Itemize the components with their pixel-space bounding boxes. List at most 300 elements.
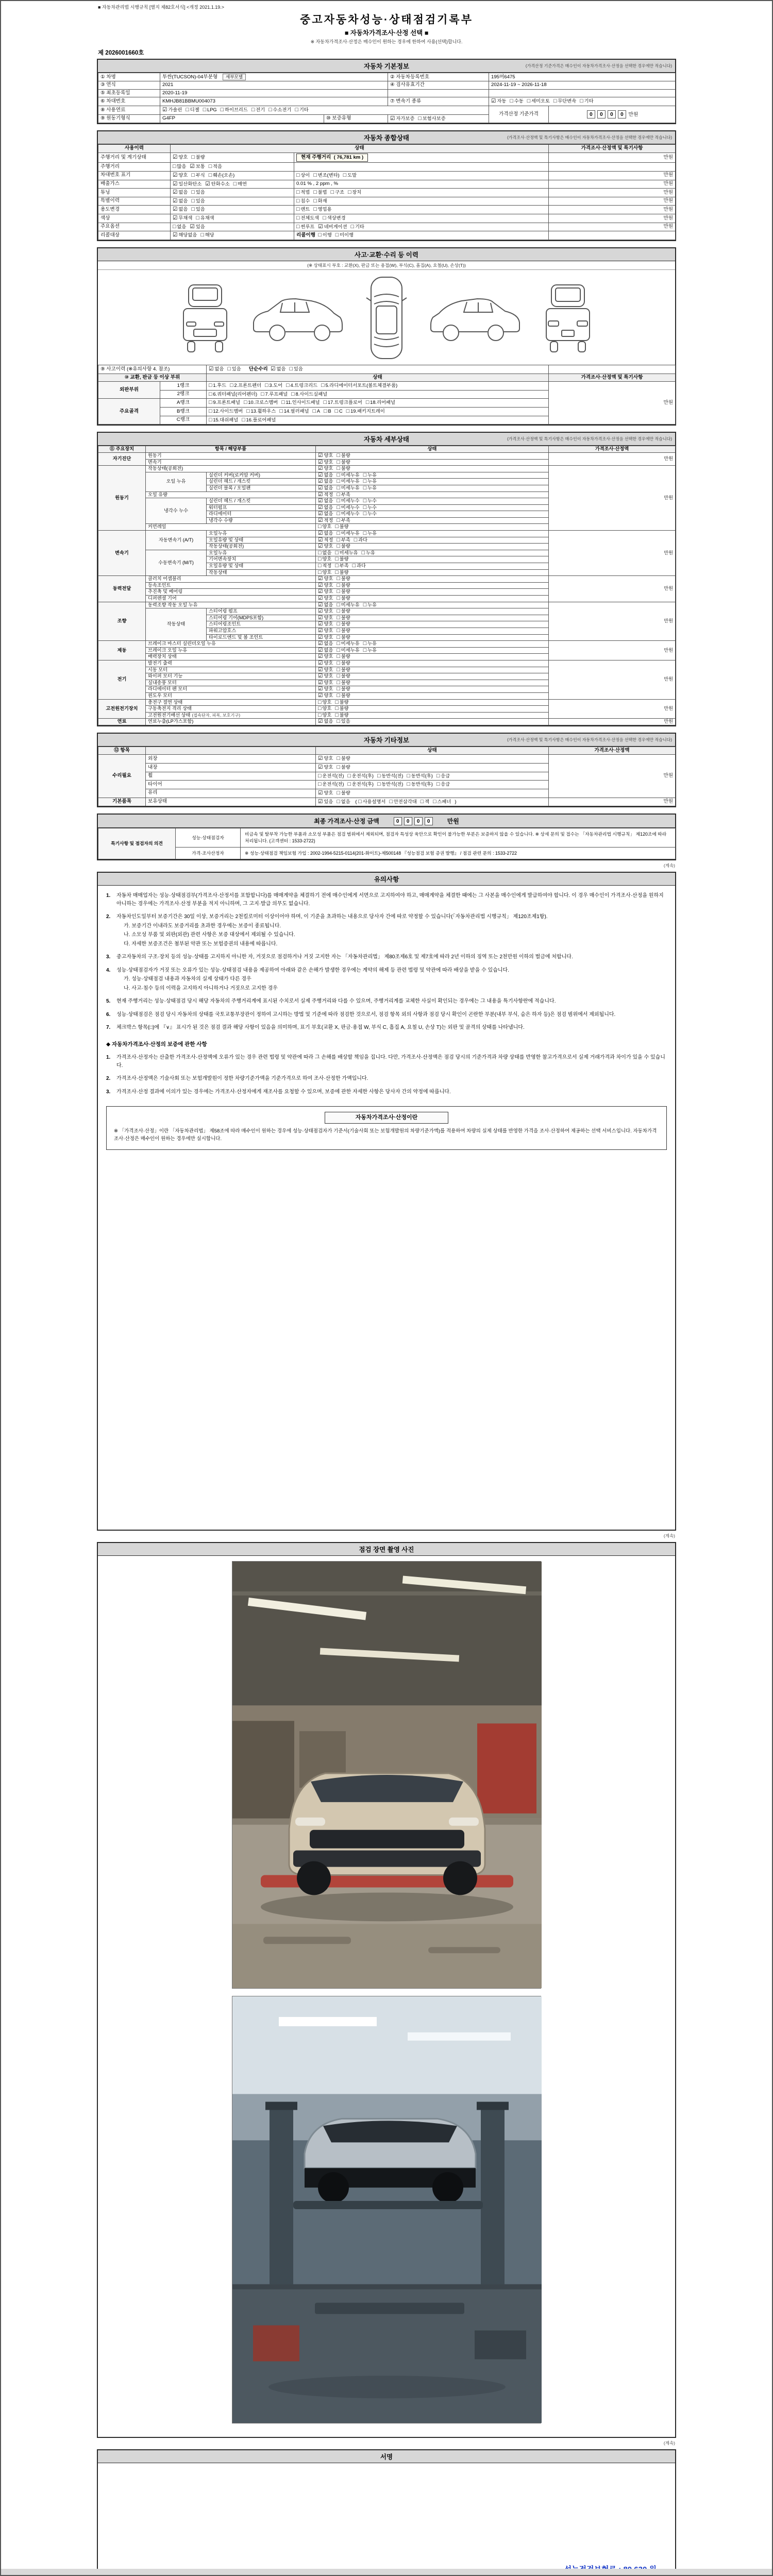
checkbox-checked[interactable]: ☑ 탄화수소 [205, 180, 230, 187]
checkbox-checked[interactable]: ☑ 없음 [318, 472, 333, 478]
checkbox-unchecked[interactable]: □ 10.크로스멤버 [244, 399, 278, 406]
checkbox-mark-icon: □ [335, 712, 339, 718]
checkbox-checked[interactable]: ☑ 양호 [318, 660, 333, 666]
checkbox-unchecked[interactable]: □ 안전삼각대 [389, 798, 417, 805]
checkbox-unchecked[interactable]: □ 불량 [337, 789, 350, 796]
checkbox-unchecked[interactable]: □ 있음 [289, 366, 303, 372]
checkbox-mark-icon: □ [227, 366, 231, 372]
section-notes-header [98, 873, 675, 886]
checkbox-unchecked[interactable]: □ 미세누유 [335, 550, 358, 556]
signature-area[interactable] [98, 2463, 675, 2576]
status-options [316, 596, 549, 602]
status-options [171, 189, 294, 197]
checkbox-unchecked[interactable]: □ 구조 [330, 189, 344, 196]
checkbox-mark-icon: □ [352, 563, 356, 569]
checkbox-unchecked[interactable]: □ 전체도색 [296, 215, 320, 222]
checkbox-unchecked[interactable]: □ 불량 [337, 452, 350, 459]
checkbox-checked[interactable]: ☑ 양호 [173, 172, 188, 178]
checkbox-checked[interactable]: ☑ 없음 [318, 478, 333, 485]
panel-options [207, 408, 549, 416]
checkbox-checked[interactable]: ☑ 없음 [173, 206, 188, 213]
checkbox-unchecked[interactable]: □ 미세누유 [337, 485, 360, 491]
checkbox-unchecked[interactable]: □ 없음 [318, 550, 332, 556]
checkbox-checked[interactable]: ☑ 양호 [318, 621, 333, 628]
checkbox-unchecked[interactable]: □ 화재 [313, 197, 327, 204]
checkbox-unchecked[interactable]: □ 미세누유 [337, 530, 360, 537]
checkbox-unchecked[interactable]: □ 불량 [335, 699, 349, 705]
checkbox-unchecked[interactable]: □ 불량 [337, 673, 350, 680]
accident-history-table [98, 365, 676, 425]
checkbox-checked[interactable]: ☑ 없음 [318, 511, 333, 517]
checkbox-unchecked[interactable]: □ 있음 [191, 206, 205, 213]
note-text: 자동차 매매업자는 성능·상태점검부(가격조사·산정서를 포함합니다)를 매매계약을 체결하기 전에 매수인에게 서면으로 고지하여야 하고, 매매계약을 체결한 때에는 그 사본을 매수인에게 발급하여야 합니다. 이 경우 매수인이 가격조사·산정을 원하지 아니하는 경우에는 가격조사·산정 부분을 적지 아니하며, 그 고지·발급 의무도 없습니다. [116, 893, 664, 907]
checkbox-unchecked[interactable]: □ 없음 [337, 798, 350, 805]
checkbox-mark-icon: □ [334, 408, 339, 415]
item-label: 작동상태 [207, 569, 316, 576]
status-options [316, 699, 549, 706]
status-options [316, 634, 549, 641]
checkbox-unchecked[interactable]: □ 불량 [337, 660, 350, 666]
detail-sublabel: 리콜이행 [296, 232, 316, 239]
checkbox-mark-icon: □ [313, 206, 317, 213]
checkbox-mark-icon: ☑ [318, 478, 323, 485]
checkbox-unchecked[interactable]: □ 불량 [337, 686, 350, 692]
checkbox-unchecked[interactable]: □ 양호 [318, 556, 332, 563]
checkbox-checked[interactable]: ☑ 가솔린 [162, 107, 182, 113]
checkbox-checked[interactable]: ☑ 없음 [173, 189, 188, 196]
checkbox-unchecked[interactable]: □ 부식 [191, 172, 205, 178]
checkbox-checked[interactable]: ☑ 양호 [318, 582, 333, 588]
checkbox-unchecked[interactable]: □ 불량 [337, 628, 350, 634]
checkbox-checked[interactable]: ☑ 양호 [318, 595, 333, 601]
checkbox-unchecked[interactable]: □ 불량 [337, 465, 350, 472]
checkbox-unchecked[interactable]: □ 16.플로어패널 [242, 416, 276, 423]
checkbox-unchecked[interactable]: □ 미세누유 [337, 472, 360, 478]
checkbox-checked[interactable]: ☑ 양호 [318, 686, 333, 692]
checkbox-unchecked[interactable]: □ 12.사이드멤버 [209, 408, 243, 415]
checkbox-checked[interactable]: ☑ 양호 [318, 575, 333, 582]
checkbox-unchecked[interactable]: □ 침수 [296, 197, 310, 204]
device-group-label: 연료 [98, 719, 146, 725]
price-cell: 만원 [549, 576, 676, 602]
checkbox-checked[interactable]: ☑ 양호 [318, 680, 333, 686]
status-options [316, 479, 549, 485]
checkbox-mark-icon: □ [191, 172, 195, 178]
checkbox-unchecked[interactable]: □ 있음 [191, 189, 205, 196]
checkbox-unchecked[interactable]: □ 응급 [436, 772, 450, 779]
checkbox-unchecked[interactable]: □ 6.쿼터패널(리어펜더) [209, 391, 258, 397]
checkbox-checked[interactable]: ☑ 적정 [318, 537, 333, 543]
checkbox-unchecked[interactable]: □ 적법 [296, 189, 310, 196]
checkbox-unchecked[interactable]: □ 이행 [318, 232, 332, 239]
checkbox-unchecked[interactable]: □ 미세누유 [337, 602, 360, 608]
checkbox-unchecked[interactable]: □ 18.리어패널 [365, 399, 396, 406]
checkbox-unchecked[interactable]: □ 불량 [337, 621, 350, 628]
checkbox-unchecked[interactable]: □ 불량 [337, 755, 350, 762]
price-cell: 만원 [549, 699, 676, 719]
checkbox-checked[interactable]: ☑ 자가보증 [390, 115, 415, 122]
checkbox-mark-icon: □ [209, 399, 212, 406]
checkbox-unchecked[interactable]: □ 5.라디에이터서포트(볼트체결부품) [321, 382, 398, 389]
checkbox-unchecked[interactable]: □ 불량 [337, 653, 350, 660]
checkbox-unchecked[interactable]: □ 15.대쉬패널 [209, 416, 239, 423]
checkbox-checked[interactable]: ☑ 양호 [318, 634, 333, 640]
checkbox-unchecked[interactable]: □ 도말 [343, 172, 357, 178]
checkbox-mark-icon: ☑ [318, 588, 323, 595]
checkbox-checked[interactable]: ☑ 양호 [318, 667, 333, 673]
checkbox-unchecked[interactable]: □ 불량 [337, 459, 350, 465]
checkbox-unchecked[interactable]: □ 미세누유 [337, 640, 360, 647]
checkbox-unchecked[interactable]: □ 13.휠하우스 [246, 408, 276, 415]
checkbox-unchecked[interactable]: □ 누유 [363, 640, 377, 647]
checkbox-mark-icon: □ [318, 699, 322, 705]
checkbox-unchecked[interactable]: □ 디젤 [186, 107, 199, 113]
checkbox-unchecked[interactable]: □ 19.패키지트레이 [346, 408, 385, 415]
checkbox-unchecked[interactable]: □ 누수 [363, 504, 377, 511]
checkbox-unchecked[interactable]: □ 누유 [363, 485, 377, 491]
checkbox-unchecked[interactable]: □ 부족 [337, 517, 350, 523]
usage-history-label: 주요옵션 [98, 223, 171, 231]
checkbox-unchecked[interactable]: □ 전기 [251, 107, 265, 113]
checkbox-mark-icon: ☑ [173, 232, 178, 239]
checkbox-unchecked[interactable]: □ 양호 [318, 699, 332, 705]
checkbox-unchecked[interactable]: □ 매연 [233, 180, 247, 187]
table-row [98, 163, 676, 172]
rank-label: C랭크 [160, 416, 207, 425]
checkbox-checked[interactable]: ☑ 양호 [318, 465, 333, 472]
status-options [316, 550, 549, 556]
checkbox-unchecked[interactable]: □ 불량 [337, 634, 350, 640]
checkbox-unchecked[interactable]: □ 동반석(전) [377, 772, 404, 779]
checkbox-mark-icon: □ [337, 673, 340, 680]
checkbox-unchecked[interactable]: □ 불량 [191, 154, 205, 161]
checkbox-unchecked[interactable]: □ 양호 [318, 712, 332, 718]
checkbox-unchecked[interactable]: □ 누유 [363, 478, 377, 485]
status-detail [294, 231, 549, 240]
checkbox-unchecked[interactable]: □ 과다 [352, 563, 366, 569]
rank-label: B랭크 [160, 408, 207, 416]
status-options [316, 660, 549, 667]
checkbox-checked[interactable]: ☑ 적정 [318, 492, 333, 498]
checkbox-unchecked[interactable]: □ 잭 [420, 798, 430, 805]
checkbox-unchecked[interactable]: □ 있음 [227, 366, 241, 372]
checkbox-unchecked[interactable]: □ 운전석(전) [318, 781, 344, 788]
checkbox-unchecked[interactable]: □ 수동 [510, 98, 524, 105]
checkbox-mark-icon: □ [191, 197, 195, 204]
checkbox-unchecked[interactable]: □ 상이 [296, 172, 310, 178]
checkbox-unchecked[interactable]: □ 사용설명서 [358, 798, 386, 805]
checkbox-checked[interactable]: ☑ 양호 [318, 692, 333, 699]
checkbox-unchecked[interactable]: □ 장치 [347, 189, 362, 196]
checkbox-unchecked[interactable]: □ C [334, 408, 343, 415]
checkbox-unchecked[interactable]: □ 동반석(전) [377, 781, 404, 788]
checkbox-checked[interactable]: ☑ 있음 [190, 223, 205, 230]
checkbox-unchecked[interactable]: □ 해당 [200, 232, 214, 239]
checkbox-mark-icon: □ [209, 408, 212, 415]
checkbox-checked[interactable]: ☑ 없음 [318, 602, 333, 608]
checkbox-unchecked[interactable]: □ 부족 [337, 537, 350, 543]
checkbox-unchecked[interactable]: □ 보험사보증 [418, 115, 446, 122]
checkbox-mark-icon: □ [318, 781, 322, 788]
checkbox-unchecked[interactable]: □ 영업용 [313, 206, 332, 213]
checkbox-unchecked[interactable]: □ 불법 [313, 189, 327, 196]
checkbox-unchecked[interactable]: □ 미세누수 [337, 504, 360, 511]
checkbox-unchecked[interactable]: □ 불량 [337, 615, 350, 621]
checkbox-unchecked[interactable]: □ 훼손(오손) [208, 172, 235, 178]
checkbox-mark-icon: ☑ [318, 517, 323, 523]
checkbox-checked[interactable]: ☑ 없음 [209, 366, 224, 372]
car-diagram-side-left [248, 289, 346, 348]
checkbox-mark-icon: □ [324, 408, 327, 415]
checkbox-unchecked[interactable]: □ 양호 [318, 705, 332, 712]
note-subitem: 가. 보증기간 이내라도 보증거리를 초과한 경우에는 보증이 종료됩니다. [124, 923, 281, 929]
checkbox-checked[interactable]: ☑ 없음 [318, 485, 333, 491]
checkbox-unchecked[interactable]: □ 미이행 [335, 232, 354, 239]
checkbox-unchecked[interactable]: □ 미세누수 [337, 498, 360, 504]
checkbox-unchecked[interactable]: □ 8.사이드실패널 [291, 391, 328, 397]
document-subtitle: ■ 자동차가격조사·산정 선택 ■ [344, 29, 429, 37]
checkbox-unchecked[interactable]: □ 적음 [208, 163, 223, 170]
checkbox-unchecked[interactable]: □ 누유 [363, 472, 377, 478]
checkbox-unchecked[interactable]: □ 변조(변타) [313, 172, 340, 178]
checkbox-mark-icon: ☑ [318, 755, 323, 762]
checkbox-checked[interactable]: ☑ 네비게이션 [318, 223, 347, 230]
checkbox-mark-icon: ☑ [318, 498, 323, 504]
checkbox-checked[interactable]: ☑ 양호 [318, 764, 333, 770]
checkbox-unchecked[interactable]: □ 17.트렁크플로어 [323, 399, 362, 406]
checkbox-checked[interactable]: ☑ 양호 [318, 673, 333, 680]
checkbox-unchecked[interactable]: □ 불량 [337, 680, 350, 686]
checkbox-unchecked[interactable]: □ 미세누유 [337, 647, 360, 653]
checkbox-mark-icon: ☑ [271, 366, 276, 372]
checkbox-unchecked[interactable]: □ LPG [203, 107, 217, 113]
section-etc-info [97, 733, 676, 807]
table-header-row: ⑫ 항목 상태 가격조사·산정액 [98, 747, 676, 754]
checkbox-unchecked[interactable]: □ 불량 [335, 569, 349, 575]
note-subitem: 나. 사고·침수 등의 이력을 고지하지 아니하거나 거짓으로 고지한 경우 [124, 985, 278, 991]
checkbox-unchecked[interactable]: □ 2.프론트펜더 [230, 382, 262, 389]
overall-condition-body [98, 144, 675, 240]
checkbox-unchecked[interactable]: □ 운전석(후) [347, 772, 374, 779]
checkbox-unchecked[interactable]: □ 많음 [173, 163, 187, 170]
accident-history-label: ⑨ 사고이력 (※유의사항 4. 참조) [98, 365, 207, 374]
checkbox-checked[interactable]: ☑ 양호 [318, 628, 333, 634]
checkbox-unchecked[interactable]: □ 4.트렁크리드 [286, 382, 318, 389]
checkbox-unchecked[interactable]: □ 누유 [363, 647, 377, 653]
checkbox-unchecked[interactable]: □ 불량 [335, 523, 349, 530]
checkbox-unchecked[interactable]: □ 동반석(후) [407, 772, 433, 779]
checkbox-checked[interactable]: ☑ 양호 [318, 789, 333, 796]
checkbox-mark-icon: □ [173, 163, 176, 170]
checkbox-unchecked[interactable]: □ B [324, 408, 331, 415]
checkbox-unchecked[interactable]: □ 양호 [318, 523, 332, 530]
checkbox-unchecked[interactable]: □ 썬루프 [296, 223, 315, 230]
checkbox-unchecked[interactable]: □ 불량 [335, 556, 349, 563]
checkbox-mark-icon: ☑ [318, 640, 323, 647]
item-label: 원동기 [146, 452, 316, 459]
checkbox-checked[interactable]: ☑ 양호 [318, 543, 333, 550]
price-digit-box: 0 [608, 110, 616, 118]
checkbox-unchecked[interactable]: □ 수소전기 [268, 107, 292, 113]
checkbox-checked[interactable]: ☑ 양호 [318, 615, 333, 621]
checkbox-checked[interactable]: ☑ 적정 [318, 517, 333, 523]
checkbox-unchecked[interactable]: □ 14.필러패널 [279, 408, 309, 415]
item-label: 타이어 [146, 781, 316, 789]
checkbox-unchecked[interactable]: □ 과다 [354, 537, 368, 543]
warranty-options [388, 114, 489, 123]
checkbox-mark-icon: ☑ [318, 530, 323, 537]
checkbox-unchecked[interactable]: □ 응급 [436, 781, 450, 788]
checkbox-mark-icon: □ [363, 498, 367, 504]
checkbox-checked[interactable]: ☑ 없음 [318, 530, 333, 537]
document-number: 제 2026001660호 [98, 50, 144, 56]
checkbox-unchecked[interactable]: □ 누유 [363, 530, 377, 537]
checkbox-mark-icon: ☑ [205, 180, 210, 187]
checkbox-unchecked[interactable]: □ 세미오토 [527, 98, 550, 105]
checkbox-unchecked[interactable]: □ 기타 [580, 98, 594, 105]
checkbox-unchecked[interactable]: □ 무단변속 [553, 98, 577, 105]
checkbox-unchecked[interactable]: □ 9.프론트패널 [209, 399, 241, 406]
checkbox-unchecked[interactable]: □ 누수 [363, 511, 377, 517]
checkbox-unchecked[interactable]: □ 불량 [337, 595, 350, 601]
checkbox-unchecked[interactable]: □ 3.도어 [265, 382, 283, 389]
checkbox-checked[interactable]: ☑ 자동 [491, 98, 507, 105]
checkbox-unchecked[interactable]: □ 운전석(전) [318, 772, 344, 779]
section-note: (가격조사·산정액 및 특기사항은 매수인이 자동차가격조사·산정을 선택한 경우에만 적습니다) [507, 737, 672, 742]
checkbox-unchecked[interactable]: □ 누유 [363, 602, 377, 608]
table-row [98, 171, 676, 180]
item-label: 실내송풍 모터 [146, 680, 316, 686]
checkbox-unchecked[interactable]: □ 불량 [337, 588, 350, 595]
checkbox-unchecked[interactable]: □ 불량 [335, 712, 349, 718]
detail-condition-body [98, 446, 675, 725]
checkbox-unchecked[interactable]: □ 동반석(후) [407, 781, 433, 788]
checkbox-unchecked[interactable]: □ 양호 [318, 569, 332, 575]
usage-history-label: 차대번호 표기 [98, 171, 171, 180]
checkbox-checked[interactable]: ☑ 없음 [318, 718, 333, 725]
status-options [171, 163, 294, 172]
table-row [98, 89, 676, 97]
status-options [316, 531, 549, 537]
checkbox-unchecked[interactable]: □ 있음 [191, 197, 205, 204]
checkbox-checked[interactable]: ☑ 없음 [318, 647, 333, 653]
checkbox-checked[interactable]: ☑ 양호 [318, 653, 333, 660]
checkbox-checked[interactable]: ☑ 양호 [173, 154, 188, 161]
checkbox-unchecked[interactable]: □ A [312, 408, 321, 415]
checkbox-checked[interactable]: ☑ 양호 [318, 459, 333, 465]
info-box-text: ※ 「가격조사·산정」이란 「자동차관리법」 제58조에 따라 매수인이 원하는 경우에 성능·상태점검자가 기준서(기술사회 또는 보험개발원의 차량기준가액)를 적용하여 차량의 실제 상태를 반영한 가격을 조사·산정하여 제공하는 선택 서비스입니다. 자동차가격조사·산정은 매수인이 원하는 경우에만 실시합니다. [114, 1128, 657, 1142]
checkbox-checked[interactable]: ☑ 일산화탄소 [173, 180, 202, 187]
checkbox-checked[interactable]: ☑ 없음 [318, 640, 333, 647]
checkbox-unchecked[interactable]: □ 기타 [295, 107, 309, 113]
checkbox-mark-icon: □ [296, 189, 300, 196]
checkbox-unchecked[interactable]: □ 불량 [337, 543, 350, 550]
status-options [316, 615, 549, 621]
checkbox-unchecked[interactable]: □ 색상변경 [323, 215, 346, 222]
status-options [316, 582, 549, 589]
checkbox-mark-icon: □ [363, 640, 367, 647]
checkbox-unchecked[interactable]: □ 유채색 [196, 215, 214, 222]
checkbox-mark-icon: □ [186, 107, 189, 113]
base-price-value: 0 0 0 0 만원 [549, 106, 676, 123]
checkbox-checked[interactable]: ☑ 없음 [318, 498, 333, 504]
checkbox-mark-icon: ☑ [318, 692, 323, 699]
price-cell: 만원 [549, 719, 676, 725]
price-digit-box: 0 [404, 817, 412, 825]
checkbox-checked[interactable]: ☑ 없음 [173, 197, 188, 204]
checkbox-checked[interactable]: ☑ 양호 [318, 588, 333, 595]
checkbox-unchecked[interactable]: □ 불량 [337, 667, 350, 673]
checkbox-checked[interactable]: ☑ 양호 [318, 755, 333, 762]
checkbox-unchecked[interactable]: □ 불량 [335, 705, 349, 712]
item-note: (접속단자, 피복, 보호기구) [192, 713, 241, 718]
checkbox-mark-icon: ☑ [318, 628, 323, 634]
checkbox-unchecked[interactable]: □ 부족 [337, 492, 350, 498]
checkbox-checked[interactable]: ☑ 없음 [271, 366, 286, 372]
checkbox-mark-icon: □ [242, 416, 245, 423]
field-label: ⑨ 원동기형식 [98, 114, 160, 123]
checkbox-unchecked[interactable]: □ 미세누유 [337, 478, 360, 485]
checkbox-checked[interactable]: ☑ 무채색 [173, 215, 193, 222]
checkbox-checked[interactable]: ☑ 양호 [318, 452, 333, 459]
checkbox-mark-icon: □ [196, 215, 199, 222]
panel-options [207, 390, 549, 399]
inspector-role-label: 가격·조사산정자 [176, 847, 241, 859]
checkbox-unchecked[interactable]: □ 불량 [337, 692, 350, 699]
document-subtitle-note: ※ 자동차가격조사·산정은 매수인이 원하는 경우에 한하여 사용(선택)합니다. [310, 39, 463, 44]
table-row [98, 755, 676, 764]
checkbox-unchecked[interactable]: □ 11.인사이드패널 [281, 399, 320, 406]
checkbox-unchecked[interactable]: □ 1.후드 [209, 382, 227, 389]
checkbox-unchecked[interactable]: □ 누유 [361, 550, 375, 556]
checkbox-unchecked[interactable]: □ 불량 [337, 582, 350, 588]
checkbox-unchecked[interactable]: □ 부족 [335, 563, 349, 569]
checkbox-unchecked[interactable]: □ 적정 [318, 563, 332, 569]
checkbox-unchecked[interactable]: □ 불량 [337, 575, 350, 582]
checkbox-unchecked[interactable]: □ 있음 [337, 718, 350, 725]
checkbox-checked[interactable]: ☑ 있음 [318, 798, 333, 805]
checkbox-unchecked[interactable]: □ 하이브리드 [220, 107, 248, 113]
checkbox-unchecked[interactable]: □ 기타 [350, 223, 364, 230]
checkbox-unchecked[interactable]: □ 누수 [363, 498, 377, 504]
checkbox-checked[interactable]: ☑ 보통 [190, 163, 205, 170]
field-value: 2020-11-19 [160, 89, 388, 97]
checkbox-unchecked[interactable]: □ 불량 [337, 764, 350, 770]
checkbox-unchecked[interactable]: □ 7.루프패널 [261, 391, 288, 397]
section-accident-header [98, 248, 675, 261]
document-header [97, 11, 676, 57]
final-price-unit: 만원 [447, 818, 459, 825]
checkbox-unchecked[interactable]: □ 렌트 [296, 206, 310, 213]
item-label: 동력조향 작동 오일 누유 [146, 602, 316, 608]
checkbox-checked[interactable]: ☑ 양호 [318, 608, 333, 615]
checkbox-mark-icon: □ [363, 485, 367, 491]
checkbox-mark-icon: □ [337, 459, 340, 465]
checkbox-checked[interactable]: ☑ 없음 [318, 504, 333, 511]
checkbox-unchecked[interactable]: □ 운전석(후) [347, 781, 374, 788]
checkbox-unchecked[interactable]: □ 스패너 [433, 798, 451, 805]
checkbox-mark-icon: □ [220, 107, 224, 113]
item-label: 오일누유 [207, 550, 316, 556]
checkbox-checked[interactable]: ☑ 해당없음 [173, 232, 197, 239]
checkbox-mark-icon: ☑ [318, 582, 323, 588]
checkbox-unchecked[interactable]: □ 미세누수 [337, 511, 360, 517]
checkbox-unchecked[interactable]: □ 불량 [337, 608, 350, 615]
section-title: 사고·교환·수리 등 이력 [355, 251, 418, 259]
status-options [316, 647, 549, 654]
price-cell: 만원 [549, 382, 676, 425]
checkbox-unchecked[interactable]: □ 없음 [173, 223, 187, 230]
